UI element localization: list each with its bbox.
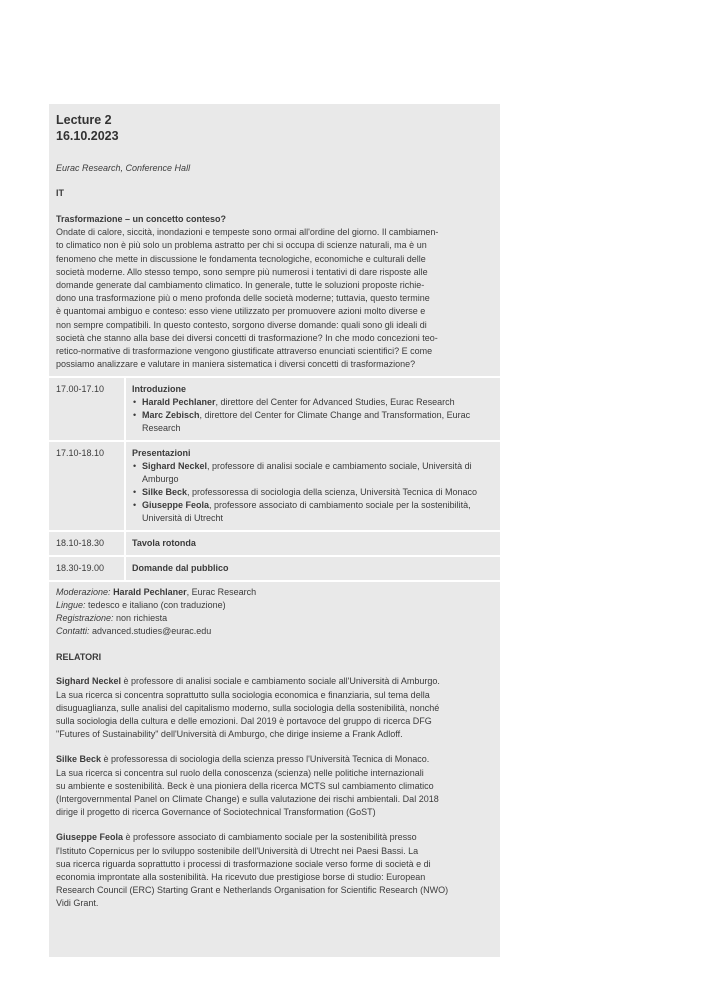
languages-value: tedesco e italiano (con traduzione) <box>88 600 226 611</box>
bio-line: economia improntate alla sostenibilità. Ha ricevuto due prestigiose borse di studio: European <box>56 872 426 883</box>
agenda-row <box>49 532 500 557</box>
event-meta <box>49 582 500 638</box>
bio-text: è professore di analisi sociale e cambiamento sociale all'Università di Amburgo. <box>121 676 440 687</box>
bio-line <box>56 753 493 766</box>
bio-line: su ambiente e sostenibilità. Beck è una pioniera della ricerca MCTS sul cambiamento climatico <box>56 780 434 791</box>
agenda-time: 17.00-17.10 <box>49 378 126 440</box>
agenda-row <box>49 378 500 442</box>
agenda-table <box>49 376 500 582</box>
venue: Eurac Research, Conference Hall <box>56 163 191 173</box>
agenda-time: 17.10-18.10 <box>49 442 126 530</box>
lecture-title: Lecture 2 <box>56 113 112 127</box>
moderation-label: Moderazione: <box>56 587 111 598</box>
bio-text: è professore associato di cambiamento sociale per la sostenibilità presso <box>123 832 417 843</box>
agenda-speaker-list <box>132 460 493 525</box>
speaker-role: , professore di analisi sociale e cambiamento sociale, Università di Amburgo <box>142 461 472 485</box>
intro-line: società che stanno alla base dei diversi concetti di trasformazione? In che modo concezioni teo- <box>56 332 438 343</box>
agenda-speaker <box>132 409 493 435</box>
speaker-bio <box>49 819 500 910</box>
agenda-content <box>126 442 500 530</box>
languages-label: Lingue: <box>56 600 86 611</box>
agenda-time: 18.10-18.30 <box>49 532 126 555</box>
intro-line: società moderne. Allo stesso tempo, sono sempre più numerosi i tentativi di dare risposte alle <box>56 266 428 277</box>
bio-line <box>56 831 493 844</box>
agenda-speaker <box>132 396 493 409</box>
language-label: IT <box>56 188 64 198</box>
contacts-line <box>56 625 493 638</box>
agenda-time: 18.30-19.00 <box>49 557 126 580</box>
lecture-panel <box>49 104 500 957</box>
agenda-speaker <box>132 499 493 525</box>
lecture-header <box>49 104 500 371</box>
bio-name: Silke Beck <box>56 754 102 765</box>
intro-title: Trasformazione – un concetto conteso? <box>56 214 227 224</box>
registration-value: non richiesta <box>116 613 168 624</box>
bio-line: La sua ricerca si concentra sul ruolo della conoscenza (scienza) nelle politiche internazionali <box>56 767 424 778</box>
bio-name: Sighard Neckel <box>56 676 122 687</box>
intro-line: è quantomai ambiguo e conteso: esso viene utilizzato per promuovere azioni molto diverse e <box>56 306 426 317</box>
speaker-name: Giuseppe Feola <box>142 500 210 511</box>
speaker-role: , professore associato di cambiamento sociale per la sostenibilità, Università di Utrecht <box>142 500 471 524</box>
speaker-name: Silke Beck <box>142 487 188 498</box>
agenda-content <box>126 378 500 440</box>
bio-text: è professoressa di sociologia della scienza presso l'Università Tecnica di Monaco. <box>101 754 430 765</box>
intro-line: possiamo analizzare e valutare in maniera sistematica i diversi concetti di trasformazione? <box>56 359 416 370</box>
agenda-label: Introduzione <box>132 384 186 395</box>
agenda-content <box>126 557 500 580</box>
bio-line: Vidi Grant. <box>56 898 99 909</box>
intro-line: dono una trasformazione più o meno profonda delle società moderne; tuttavia, questo termine <box>56 293 430 304</box>
registration-label: Registrazione: <box>56 613 114 624</box>
agenda-speaker <box>132 486 493 499</box>
moderation-line <box>56 586 493 599</box>
intro-line: retico-normative di trasformazione vengono giustificate attraverso enunciati scientifici? E come <box>56 346 433 357</box>
bio-line: disuguaglianza, sulle analisi del capitalismo moderno, sulla sociologia della sostenibilità, nonché <box>56 702 440 713</box>
intro-body <box>56 226 493 371</box>
bio-line: sulla sociologia della cultura e delle emozioni. Dal 2019 è portavoce del gruppo di ricerca DFG <box>56 716 432 727</box>
agenda-label: Domande dal pubblico <box>132 563 229 574</box>
bio-line: dirige il progetto di ricerca Governance of Sociotechnical Transformation (GoST) <box>56 807 376 818</box>
speaker-bio <box>49 663 500 741</box>
agenda-row <box>49 442 500 532</box>
intro-line: fenomeno che mette in discussione le fondamenta tecnologiche, economiche e culturali delle <box>56 253 426 264</box>
speaker-bio <box>49 741 500 819</box>
speaker-role: , professoressa di sociologia della scienza, Università Tecnica di Monaco <box>187 487 478 498</box>
speaker-name: Harald Pechlaner <box>142 397 216 408</box>
agenda-row <box>49 557 500 582</box>
bio-line: l'Istituto Copernicus per lo sviluppo sostenibile dell'Università di Utrecht nei Paesi Bassi. La <box>56 845 419 856</box>
bio-line <box>56 675 493 688</box>
speakers-heading: RELATORI <box>56 652 102 663</box>
intro-line: Ondate di calore, siccità, inondazioni e tempeste sono ormai all'ordine del giorno. Il cambiamen- <box>56 227 439 238</box>
speaker-role: , direttore del Center for Climate Change and Transformation, Eurac Research <box>142 410 471 434</box>
bio-line: La sua ricerca si concentra soprattutto sulla sociologia economica e finanziaria, sul tema della <box>56 689 430 700</box>
bio-line: (Intergovernmental Panel on Climate Change) e sulla valutazione dei rischi ambientali. Dal 2018 <box>56 794 439 805</box>
agenda-speaker-list <box>132 396 493 435</box>
speaker-role: , direttore del Center for Advanced Studies, Eurac Research <box>215 397 455 408</box>
registration-line <box>56 612 493 625</box>
contacts-value[interactable]: advanced.studies@eurac.edu <box>92 626 212 637</box>
lecture-date: 16.10.2023 <box>56 129 119 143</box>
bio-line: Research Council (ERC) Starting Grant e Netherlands Organisation for Scientific Research (NWO) <box>56 885 449 896</box>
intro-line: to climatico non è più solo un problema astratto per chi si occupa di scienze naturali, ma è un <box>56 240 427 251</box>
languages-line <box>56 599 493 612</box>
agenda-label: Tavola rotonda <box>132 538 196 549</box>
intro-line: domande generate dal cambiamento climatico. In generale, tutte le soluzioni proposte richie- <box>56 280 425 291</box>
bio-line: sua ricerca riguarda soprattutto i processi di trasformazione sociale verso forme di società e di <box>56 858 431 869</box>
moderation-rest: , Eurac Research <box>186 587 257 598</box>
intro-line: non sempre compatibili. In questo contesto, sorgono diverse domande: quali sono gli ideali di <box>56 319 427 330</box>
bio-line: "Futures of Sustainability" dell'Università di Amburgo, che dirige insieme a Frank Adloff. <box>56 729 403 740</box>
agenda-label: Presentazioni <box>132 448 191 459</box>
contacts-label: Contatti: <box>56 626 90 637</box>
moderation-name: Harald Pechlaner <box>113 587 187 598</box>
bio-name: Giuseppe Feola <box>56 832 124 843</box>
speaker-name: Marc Zebisch <box>142 410 200 421</box>
agenda-content <box>126 532 500 555</box>
speaker-name: Sighard Neckel <box>142 461 208 472</box>
agenda-speaker <box>132 460 493 486</box>
